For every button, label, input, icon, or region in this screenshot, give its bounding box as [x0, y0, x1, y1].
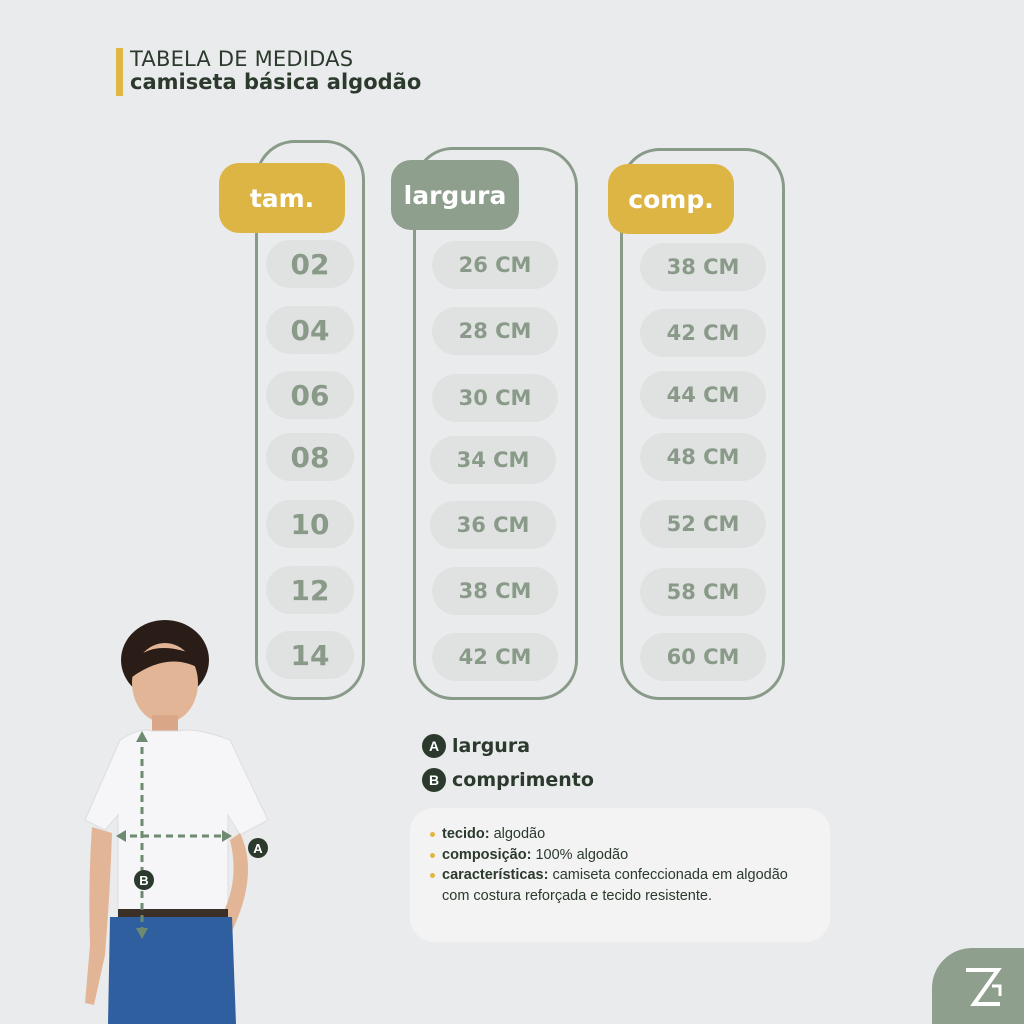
- size-cell: 02: [266, 240, 354, 288]
- legend-length-label: comprimento: [452, 769, 594, 791]
- left-arm: [85, 827, 112, 1005]
- size-cell: 04: [266, 306, 354, 354]
- legend-width-label: largura: [452, 735, 531, 757]
- info-fabric: tecido: algodão: [430, 824, 810, 845]
- size-cell: 10: [266, 500, 354, 548]
- width-cell: 26 CM: [432, 241, 558, 289]
- width-cell: 30 CM: [432, 374, 558, 422]
- length-cell: 42 CM: [640, 309, 766, 357]
- legend-width: [422, 734, 530, 758]
- length-cell: 58 CM: [640, 568, 766, 616]
- size-header: tam.: [219, 163, 345, 233]
- size-cell: 14: [266, 631, 354, 679]
- length-header: comp.: [608, 164, 734, 234]
- marker-b-letter: B: [139, 873, 149, 888]
- legend-length: [422, 768, 594, 792]
- length-cell: 38 CM: [640, 243, 766, 291]
- page-subtitle: camiseta básica algodão: [130, 70, 422, 94]
- brand-logo-box: [932, 948, 1024, 1024]
- legend-a-badge: A: [422, 734, 446, 758]
- model-illustration: [80, 615, 290, 1024]
- length-cell: 60 CM: [640, 633, 766, 681]
- width-header: largura: [391, 160, 519, 230]
- size-cell: 08: [266, 433, 354, 481]
- size-cell: 12: [266, 566, 354, 614]
- z-logo-icon: [962, 966, 1004, 1010]
- jeans-shape: [108, 917, 236, 1024]
- size-cell: 06: [266, 371, 354, 419]
- legend-b-badge: B: [422, 768, 446, 792]
- width-cell: 36 CM: [430, 501, 556, 549]
- page-title: TABELA DE MEDIDAS: [130, 47, 354, 71]
- width-cell: 42 CM: [432, 633, 558, 681]
- product-info-box: [410, 808, 830, 942]
- marker-a-letter: A: [253, 841, 263, 856]
- width-cell: 28 CM: [432, 307, 558, 355]
- title-accent-bar: [116, 48, 123, 96]
- length-cell: 52 CM: [640, 500, 766, 548]
- info-features: características: camiseta confeccionada em algodão com costura reforçada e tecido resistente.: [430, 865, 810, 906]
- info-composition: composição: 100% algodão: [430, 845, 810, 866]
- width-cell: 38 CM: [432, 567, 558, 615]
- length-cell: 48 CM: [640, 433, 766, 481]
- length-cell: 44 CM: [640, 371, 766, 419]
- width-cell: 34 CM: [430, 436, 556, 484]
